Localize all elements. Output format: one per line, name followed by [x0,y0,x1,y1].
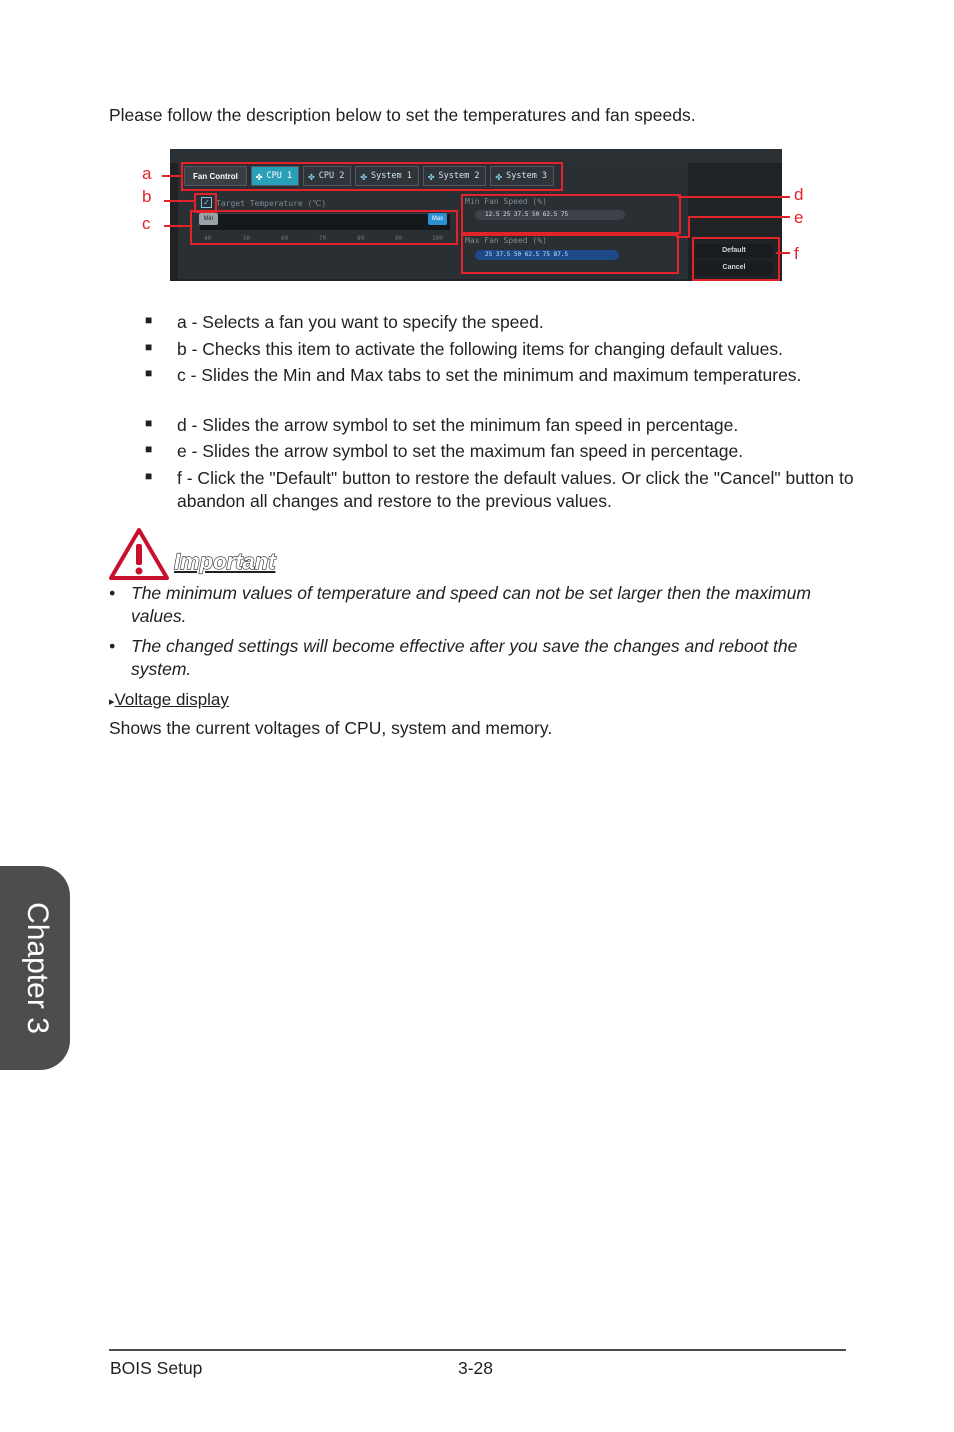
tab-label: System 2 [438,171,480,181]
important-title: Important [174,549,276,574]
callout-c: c [142,214,151,233]
fan-icon: ✤ [308,169,315,183]
fan-icon: ✤ [427,169,435,183]
temp-tick: 90 [395,235,403,242]
temp-tick: 70 [319,235,327,242]
max-temp-knob[interactable]: Max [428,213,447,225]
voltage-display-description: Shows the current voltages of CPU, system and memory. [109,718,553,738]
temp-tick: 40 [204,235,212,242]
leader-line-b [164,200,195,202]
callout-box-a [181,162,563,191]
temp-tick: 80 [357,235,365,242]
bullet-key: d [177,415,187,435]
screenshot-top-bar [170,149,782,163]
leader-line-f [776,252,790,254]
square-bullet-icon: ■ [145,442,153,456]
leader-line-c [164,225,191,227]
max-fan-speed-label: Max Fan Speed (%) [465,236,547,245]
footer-section-title: BOIS Setup [110,1358,203,1378]
fan-control-tab[interactable]: Fan Control [184,166,247,186]
chapter-side-tab [0,866,70,1070]
bullet-key: e [177,441,187,461]
fan-icon: ✤ [495,169,503,183]
leader-line-e-top [688,216,790,218]
bullet-key: a [177,312,187,332]
bullet-text: - Selects a fan you want to specify the speed. [186,312,544,332]
note-text: The changed settings will become effective after you save the changes and reboot the system. [131,636,798,679]
bullet-text: - Slides the arrow symbol to set the maximum fan speed in percentage. [186,441,744,461]
max-fan-speed-slider[interactable]: 25 37.5 50 62.5 75 87.5 [475,250,619,260]
bullet-key: b [177,339,187,359]
default-button[interactable]: Default [695,244,773,258]
tab-label: System 3 [506,171,548,181]
footer-divider [109,1349,846,1351]
tab-label: System 1 [370,171,412,181]
leader-line-a [162,175,182,177]
callout-box-e [461,234,679,274]
chapter-label: Chapter 3 [21,902,54,1034]
tab-label: CPU 2 [318,171,345,181]
note-text: The minimum values of temperature and speed can not be set larger then the maximum values. [131,583,811,626]
voltage-display-heading [109,690,229,710]
temp-tick: 100 [432,235,443,242]
callout-d: d [794,185,804,204]
note-bullet: • [109,636,116,656]
callout-box-f [692,237,780,281]
bullet-text: - Click the "Default" button to restore the default values. Or click the "Cancel" button to abandon all changes and restore to the previous values. [177,468,854,511]
fan-icon: ✤ [255,169,263,183]
square-bullet-icon: ■ [145,340,153,354]
leader-line-d [678,196,790,198]
bullet-text: - Slides the arrow symbol to set the minimum fan speed in percentage. [186,415,739,435]
note-bullet: • [109,583,116,603]
leader-line-e-vertical [688,216,690,237]
fan-icon: ✤ [360,169,367,183]
square-bullet-icon: ■ [145,313,153,327]
bullet-key: f [177,468,182,488]
callout-b: b [142,187,152,206]
warning-icon [108,527,170,581]
bullet-text: - Checks this item to activate the following items for changing default values. [186,339,783,359]
page-number: 3-28 [458,1358,494,1378]
temp-tick: 60 [281,235,289,242]
square-bullet-icon: ■ [145,469,153,483]
cancel-button[interactable]: Cancel [695,261,773,275]
triangle-marker-icon: ▸ [109,696,115,708]
temp-tick: 50 [243,235,251,242]
activate-checkbox[interactable]: ✓ [201,197,212,208]
callout-f: f [794,244,799,263]
callout-a: a [142,164,152,183]
square-bullet-icon: ■ [145,416,153,430]
min-temp-knob[interactable]: Min [199,213,218,225]
min-fan-speed-slider[interactable]: 12.5 25 37.5 50 62.5 75 [475,210,625,220]
bullet-text: - Slides the Min and Max tabs to set the minimum and maximum temperatures. [185,365,802,385]
min-fan-speed-label: Min Fan Speed (%) [465,197,547,206]
square-bullet-icon: ■ [145,366,153,380]
callout-box-c [190,210,458,245]
voltage-heading-text: Voltage display [114,690,229,709]
callout-box-d [461,194,681,234]
target-temperature-label: Target Temperature (℃) [216,199,327,208]
bullet-key: c [177,365,186,385]
tab-label: CPU 1 [266,171,293,181]
intro-text: Please follow the description below to set the temperatures and fan speeds. [109,105,696,125]
callout-e: e [794,208,804,227]
